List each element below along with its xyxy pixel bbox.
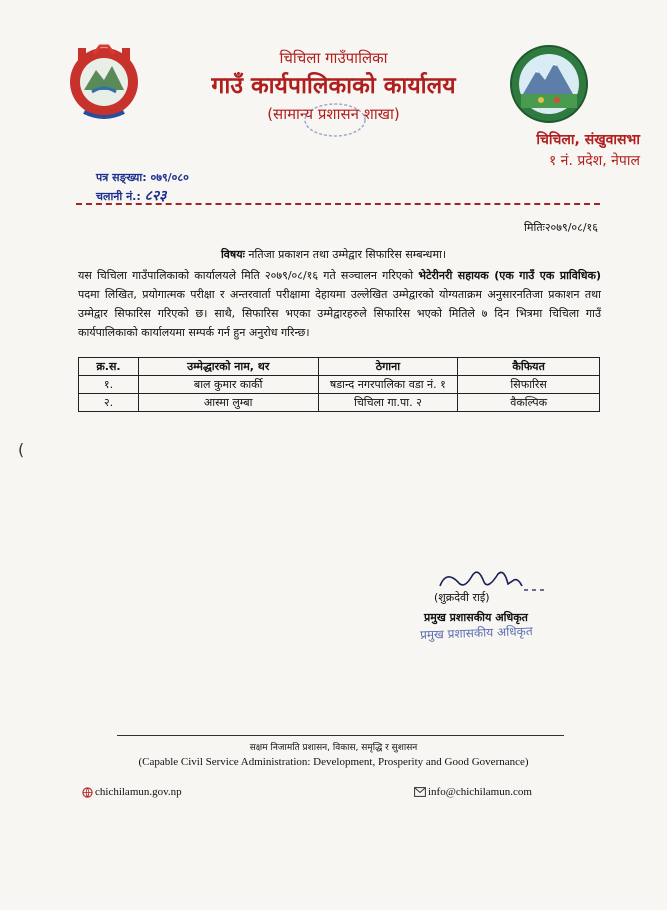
round-stamp-mark <box>300 100 370 140</box>
signatory-title: प्रमुख प्रशासकीय अधिकृत <box>424 611 528 624</box>
website-contact <box>82 786 182 798</box>
email-contact <box>414 786 532 798</box>
col-header-address: ठेगाना <box>318 358 458 376</box>
cell-remarks: वैकल्पिक <box>458 394 600 412</box>
office-section: (सामान्य प्रशासन शाखा) <box>267 105 400 123</box>
results-table <box>78 357 600 412</box>
dispatch-number-label: चलानी नं.: <box>96 190 141 203</box>
letter-number-value: ०७९/०८० <box>150 171 189 184</box>
cell-name: आस्मा लुम्बा <box>138 394 318 412</box>
letter-number <box>96 170 189 185</box>
footer-motto-english: (Capable Civil Service Administration: Development, Prosperity and Good Governance) <box>138 756 529 768</box>
cell-remarks: सिफारिस <box>458 376 600 394</box>
cell-serial: १. <box>79 376 139 394</box>
cell-serial: २. <box>79 394 139 412</box>
cell-address: षडान्द नगरपालिका वडा नं. १ <box>318 376 458 394</box>
subject-line <box>0 247 667 262</box>
signatory-name: (शुक्रदेवी राई) <box>434 591 490 604</box>
header-divider <box>76 203 600 205</box>
body-text-2: पदमा लिखित, प्रयोगात्मक परीक्षा र अन्तरवार्ता परीक्षामा देहायमा उल्लेखित उम्मेद्वारको योग्यताक्रम अनुसारनतिजा प्रकाशन तथा उम्मेद्वार सिफारिस गरिएको छ। साथै, सिफारिस भएका उम्मेद्वारहरुले सिफारिस भएको मितिले ७ दिन भित्रमा चिचिला गाउँ कार्यपालिकाको कार्यालयमा सम्पर्क गर्न हुन अनुरोध गरिन्छ। <box>78 288 601 339</box>
office-title: गाउँ कार्यपालिकाको कार्यालय <box>211 73 456 99</box>
col-header-serial: क्र.स. <box>79 358 139 376</box>
cell-address: चिचिला गा.पा. २ <box>318 394 458 412</box>
footer-motto-nepali: सक्षम निजामति प्रशासन, विकास, समृद्धि र सुशासन <box>249 743 418 753</box>
body-text-1: यस चिचिला गाउँपालिकाको कार्यालयले मिति २०७९/०८/१६ गते सञ्चालन गरिएको <box>78 269 419 282</box>
cell-name: बाल कुमार कार्की <box>138 376 318 394</box>
signatory-stamp: प्रमुख प्रशासकीय अधिकृत <box>419 624 533 642</box>
address-line-1: चिचिला, संखुवासभा <box>536 132 640 148</box>
body-paragraph <box>78 266 601 342</box>
letter-date: मितिः२०७९/०८/१६ <box>524 221 598 234</box>
table-row <box>79 394 600 412</box>
subject-text: नतिजा प्रकाशन तथा उम्मेद्वार सिफारिस सम्बन्धमा। <box>248 248 447 261</box>
col-header-name: उम्मेद्धारको नाम, थर <box>138 358 318 376</box>
subject-label: विषयः <box>220 248 245 261</box>
dispatch-number-value: ८२३ <box>144 188 167 204</box>
post-name: भेटेरीनरी सहायक (एक गाउँ एक प्राविधिक) <box>418 269 601 282</box>
letter-number-label: पत्र सङ्ख्या: <box>96 171 147 184</box>
table-row <box>79 376 600 394</box>
table-header-row <box>79 358 600 376</box>
email-text: info@chichilamun.com <box>428 786 532 798</box>
website-text: chichilamun.gov.np <box>95 786 182 798</box>
col-header-remarks: कैफियत <box>458 358 600 376</box>
address-line-2: १ नं. प्रदेश, नेपाल <box>548 153 640 169</box>
mail-icon <box>414 787 426 797</box>
municipality-name: चिचिला गाउँपालिका <box>279 49 388 67</box>
footer-rule <box>117 735 564 736</box>
stray-mark: ( <box>18 440 25 459</box>
globe-icon <box>82 787 93 798</box>
